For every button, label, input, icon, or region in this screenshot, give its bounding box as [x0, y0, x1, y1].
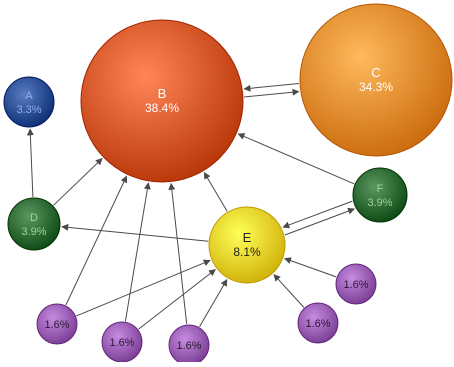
node-f-circle: [353, 168, 407, 222]
node-p1: [37, 304, 77, 344]
edge-d-to-b: [54, 159, 103, 206]
node-a-value: 3.3%: [16, 104, 42, 116]
node-p2: [102, 322, 142, 362]
node-f-name: F: [376, 183, 384, 195]
edge-p3-to-e: [200, 280, 227, 327]
edge-p3-to-b: [171, 184, 187, 325]
node-p4: [298, 303, 338, 343]
node-b-value: 38.4%: [144, 101, 180, 115]
edge-p2-to-b: [125, 183, 148, 321]
node-d-value: 3.9%: [21, 226, 47, 238]
node-e-name: E: [242, 230, 252, 245]
edge-p1-to-b: [66, 176, 127, 305]
node-d-circle: [8, 198, 60, 250]
edge-c-to-b: [244, 84, 299, 89]
node-c-name: C: [371, 65, 381, 80]
edge-p4-to-e: [274, 275, 304, 308]
node-b: [81, 20, 243, 182]
node-d: [8, 198, 60, 250]
node-f: [353, 168, 407, 222]
node-p4-value: 1.6%: [305, 318, 331, 330]
node-p1-value: 1.6%: [44, 319, 70, 331]
edge-e-to-f: [285, 209, 354, 235]
node-p2-value: 1.6%: [109, 337, 135, 349]
node-a: [4, 77, 54, 127]
node-p5-value: 1.6%: [343, 279, 369, 291]
edge-e-to-b: [204, 173, 227, 212]
node-b-name: B: [157, 86, 167, 101]
node-e: [209, 207, 285, 283]
node-c: [300, 4, 452, 156]
node-f-value: 3.9%: [367, 197, 393, 209]
node-layer: [4, 4, 452, 362]
node-c-value: 34.3%: [358, 80, 394, 94]
node-a-circle: [4, 77, 54, 127]
edge-d-to-a: [30, 129, 33, 197]
node-p3: [169, 325, 209, 362]
node-a-name: A: [25, 90, 33, 102]
node-e-value: 8.1%: [233, 245, 261, 259]
node-d-name: D: [30, 212, 38, 224]
edge-e-to-d: [62, 227, 208, 242]
edge-f-to-e: [283, 201, 352, 227]
edge-p1-to-e: [76, 260, 210, 316]
edge-p5-to-e: [285, 259, 337, 277]
edge-b-to-c: [244, 92, 299, 97]
node-p5: [336, 264, 376, 304]
node-p3-value: 1.6%: [176, 340, 202, 352]
